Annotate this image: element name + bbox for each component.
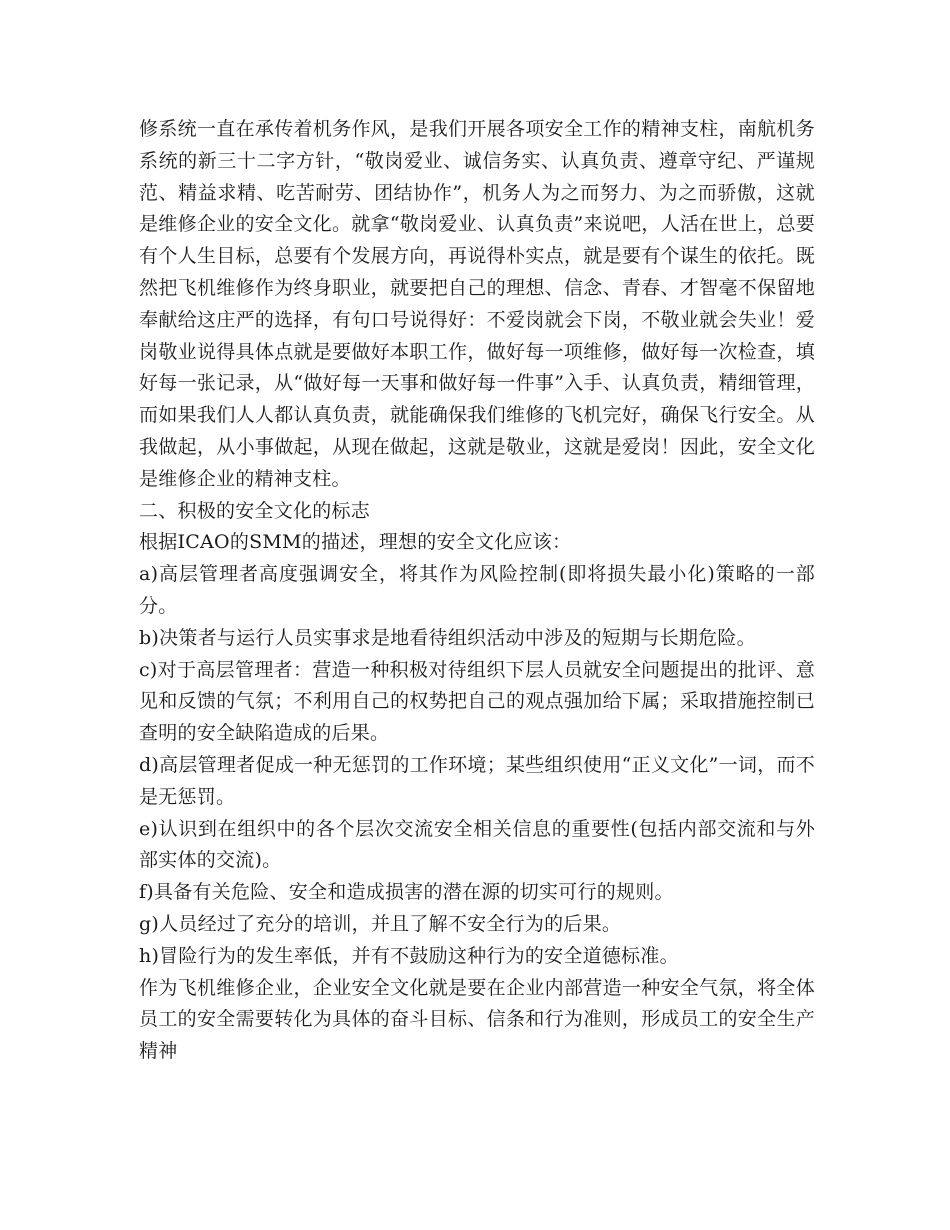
list-item-e: e)认识到在组织中的各个层次交流安全相关信息的重要性(包括内部交流和与外部实体的交流)。 — [139, 817, 815, 872]
list-item-b: b)决策者与运行人员实事求是地看待组织活动中涉及的短期与长期危险。 — [139, 626, 756, 649]
section-heading: 二、积极的安全文化的标志 — [139, 499, 371, 522]
list-item-a: a)高层管理者高度强调安全，将其作为风险控制(即将损失最小化)策略的一部分。 — [139, 563, 815, 617]
body-paragraph: 作为飞机维修企业，企业安全文化就是要在企业内部营造一种安全气氛，将全体员工的安全需要转化为具体的奋斗目标、信条和行为准则，形成员工的安全生产精神 — [139, 976, 815, 1063]
body-paragraph: 根据ICAO的SMM的描述，理想的安全文化应该： — [139, 531, 572, 554]
list-item-d: d)高层管理者促成一种无惩罚的工作环境；某些组织使用“正义文化”一词，而不是无惩罚。 — [139, 753, 815, 808]
list-item-g: g)人员经过了充分的培训，并且了解不安全行为的后果。 — [139, 912, 622, 935]
list-item-c: c)对于高层管理者：营造一种积极对待组织下层人员就安全问题提出的批评、意见和反馈的气氛；不利用自己的权势把自己的观点强加给下属；采取措施控制已查明的安全缺陷造成的后果。 — [139, 658, 815, 745]
list-item-h: h)冒险行为的发生率低，并有不鼓励这种行为的安全道德标准。 — [139, 944, 679, 967]
list-item-f: f)具备有关危险、安全和造成损害的潜在源的切实可行的规则。 — [139, 881, 674, 904]
body-paragraph: 修系统一直在承传着机务作风，是我们开展各项安全工作的精神支柱，南航机务系统的新三十二字方针，“敬岗爱业、诚信务实、认真负责、遵章守纪、严谨规范、精益求精、吃苦耐劳、团结协作”，机务人为之而努力、为之而骄傲，这就是维修企业的安全文化。就拿“敬岗爱业、认真负责”来说吧，人活在世上，总要有个人生目标，总要有个发展方向，再说得朴实点，就是要有个谋生的依托。既然把飞机维修作为终身职业，就要把自己的理想、信念、青春、才智毫不保留地奉献给这庄严的选择，有句口号说得好：不爱岗就会下岗，不敬业就会失业！爱岗敬业说得具体点就是要做好本职工作，做好每一项维修，做好每一次检查，填好每一张记录，从“做好每一天事和做好每一件事”入手、认真负责，精细管理，而如果我们人人都认真负责，就能确保我们维修的飞机完好，确保飞行安全。从我做起，从小事做起，从现在做起，这就是敬业，这就是爱岗！因此，安全文化是维修企业的精神支柱。 — [139, 118, 815, 490]
document-body — [139, 114, 815, 1068]
